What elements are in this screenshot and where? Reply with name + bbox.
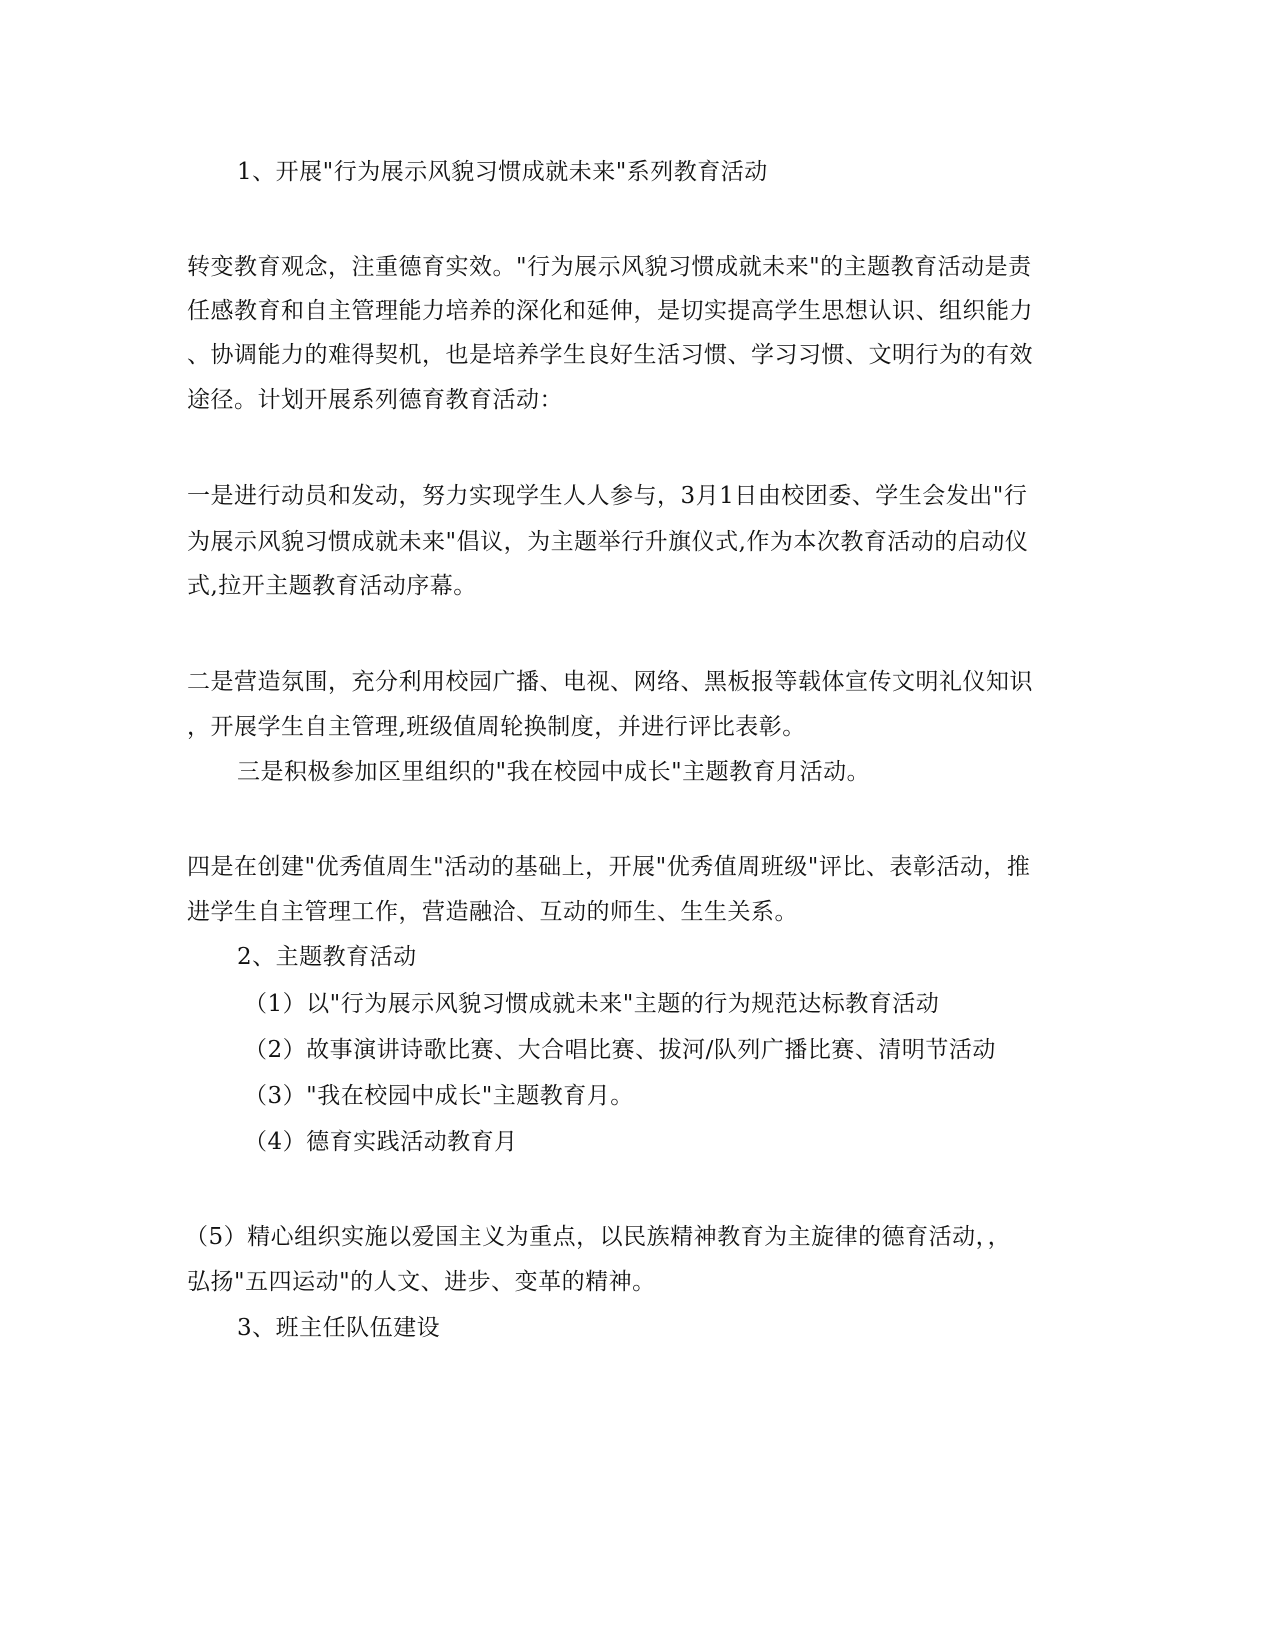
paragraph-line: 、协调能力的难得契机，也是培养学生良好生活习惯、学习习惯、文明行为的有效 — [187, 342, 1033, 368]
list-item: （3）"我在校园中成长"主题教育月。 — [244, 1083, 634, 1109]
heading-3: 3、班主任队伍建设 — [237, 1315, 441, 1341]
heading-1: 1、开展"行为展示风貌习惯成就未来"系列教育活动 — [237, 159, 768, 185]
paragraph-line: 任感教育和自主管理能力培养的深化和延伸，是切实提高学生思想认识、组织能力 — [187, 298, 1033, 324]
paragraph-line: 三是积极参加区里组织的"我在校园中成长"主题教育月活动。 — [237, 759, 871, 785]
list-item: （2）故事演讲诗歌比赛、大合唱比赛、拔河/队列广播比赛、清明节活动 — [244, 1037, 996, 1063]
paragraph-line: 一是进行动员和发动，努力实现学生人人参与，3月1日由校团委、学生会发出"行 — [187, 483, 1028, 509]
paragraph-line: 式,拉开主题教育活动序幕。 — [187, 573, 477, 599]
list-item: （4）德育实践活动教育月 — [244, 1129, 518, 1155]
paragraph-line: 四是在创建"优秀值周生"活动的基础上，开展"优秀值周班级"评比、表彰活动，推 — [187, 854, 1031, 880]
paragraph-line: 二是营造氛围，充分利用校园广播、电视、网络、黑板报等载体宣传文明礼仪知识 — [187, 669, 1033, 695]
paragraph-line: ，开展学生自主管理,班级值周轮换制度，并进行评比表彰。 — [187, 714, 806, 740]
paragraph-line: 转变教育观念，注重德育实效。"行为展示风貌习惯成就未来"的主题教育活动是责 — [187, 254, 1032, 280]
heading-2: 2、主题教育活动 — [237, 944, 417, 970]
paragraph-line: 途径。计划开展系列德育教育活动： — [187, 387, 563, 413]
list-item: （5）精心组织实施以爱国主义为重点，以民族精神教育为主旋律的德育活动，， — [185, 1224, 1012, 1250]
paragraph-line: 弘扬"五四运动"的人文、进步、变革的精神。 — [187, 1269, 656, 1295]
paragraph-line: 为展示风貌习惯成就未来"倡议，为主题举行升旗仪式,作为本次教育活动的启动仪 — [187, 529, 1029, 555]
paragraph-line: 进学生自主管理工作，营造融洽、互动的师生、生生关系。 — [187, 899, 798, 925]
list-item: （1）以"行为展示风貌习惯成就未来"主题的行为规范达标教育活动 — [244, 991, 940, 1017]
